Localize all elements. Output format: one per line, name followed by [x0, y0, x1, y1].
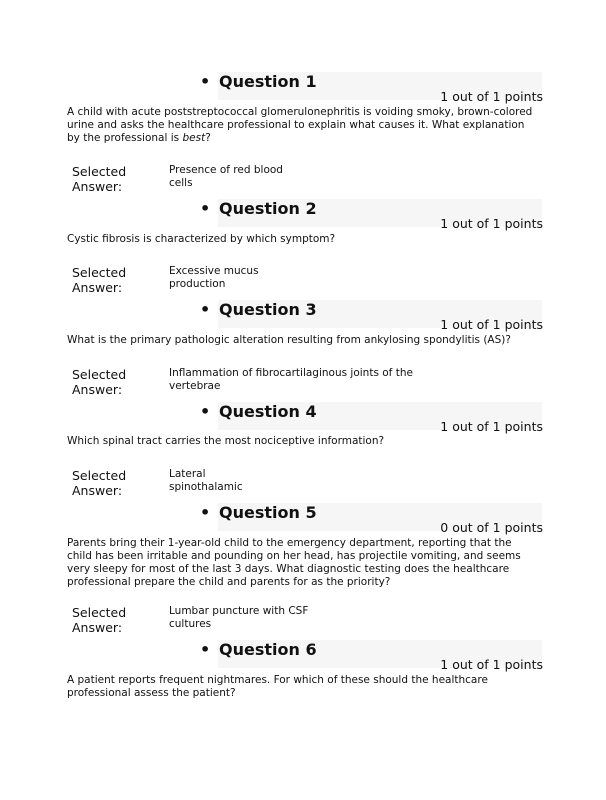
question-points: 1 out of 1 points — [440, 317, 543, 332]
question-text: Which spinal tract carries the most nociceptive information? — [67, 435, 385, 447]
bullet-icon: • — [200, 640, 211, 659]
question-title: Question 1 — [219, 72, 317, 91]
selected-answer-label: Selected Answer: — [72, 605, 127, 635]
question-points: 1 out of 1 points — [440, 419, 543, 434]
question-points: 1 out of 1 points — [440, 216, 543, 231]
question-title: Question 2 — [219, 199, 317, 218]
selected-answer-value: Excessive mucus production — [169, 265, 259, 290]
selected-answer-value: Inflammation of fibrocartilaginous joints of the vertebrae — [169, 367, 413, 392]
bullet-icon: • — [200, 300, 211, 319]
question-title: Question 5 — [219, 503, 317, 522]
question-title: Question 6 — [219, 640, 317, 659]
question-text: A patient reports frequent nightmares. For which of these should the healthcare professional assess the patient? — [67, 674, 488, 699]
bullet-icon: • — [200, 503, 211, 522]
bullet-icon: • — [200, 199, 211, 218]
bullet-icon: • — [200, 402, 211, 421]
question-points: 0 out of 1 points — [440, 520, 543, 535]
bullet-icon: • — [200, 72, 211, 91]
question-title: Question 4 — [219, 402, 317, 421]
question-text: What is the primary pathologic alteration resulting from ankylosing spondylitis (AS)? — [67, 334, 511, 346]
question-text: Cystic fibrosis is characterized by which symptom? — [67, 233, 336, 245]
selected-answer-value: Lumbar puncture with CSF cultures — [169, 605, 309, 630]
selected-answer-label: Selected Answer: — [72, 367, 127, 397]
selected-answer-label: Selected Answer: — [72, 468, 127, 498]
selected-answer-value: Lateral spinothalamic — [169, 468, 243, 493]
question-text: Parents bring their 1-year-old child to the emergency department, reporting that the child has been irritable and pounding on her head, has projectile vomiting, and seems very sleepy for most of the last 3 days. What diagnostic testing does the healthcare professional prepare the child and parents for as the priority? — [67, 537, 521, 588]
selected-answer-label: Selected Answer: — [72, 164, 127, 194]
selected-answer-label: Selected Answer: — [72, 265, 127, 295]
question-title: Question 3 — [219, 300, 317, 319]
selected-answer-value: Presence of red blood cells — [169, 164, 283, 189]
question-points: 1 out of 1 points — [440, 657, 543, 672]
question-text: A child with acute poststreptococcal glomerulonephritis is voiding smoky, brown-colored urine and asks the healthcare professional to explain what causes it. What explanation by the professional is best? — [67, 106, 533, 144]
question-points: 1 out of 1 points — [440, 89, 543, 104]
